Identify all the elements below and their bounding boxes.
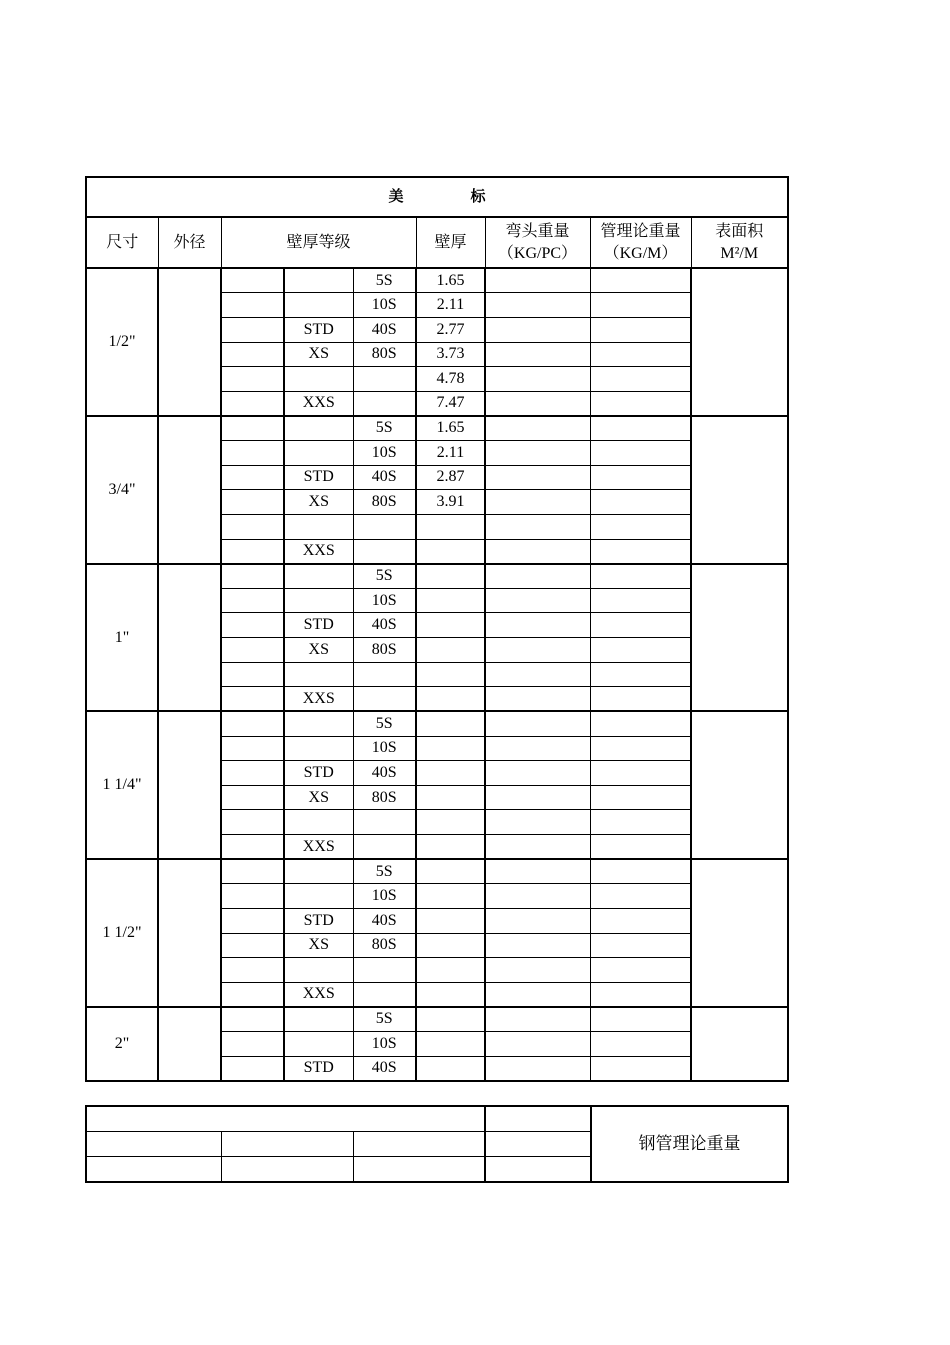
summary-table	[85, 1105, 789, 1183]
pipe-weight-cell	[590, 293, 691, 318]
size-cell: 1/2"	[86, 268, 158, 416]
summary-label: 钢管理论重量	[591, 1106, 788, 1182]
elbow-weight-cell	[485, 268, 590, 293]
od-cell	[158, 859, 221, 1007]
stainless-schedule-cell: 40S	[353, 465, 416, 490]
elbow-weight-cell	[485, 416, 590, 441]
stainless-schedule-cell: 80S	[353, 785, 416, 810]
wall-thickness-cell	[416, 884, 485, 909]
stainless-schedule-cell: 5S	[353, 416, 416, 441]
wall-thickness-cell	[416, 514, 485, 539]
stainless-schedule-cell: 10S	[353, 1032, 416, 1057]
header-elbow-weight-label: 弯头重量	[505, 222, 570, 240]
elbow-weight-cell	[485, 884, 590, 909]
wall-thickness-cell	[416, 711, 485, 736]
schedule-cell	[284, 810, 353, 835]
elbow-weight-cell	[485, 1007, 590, 1032]
pipe-weight-cell	[590, 1056, 691, 1081]
elbow-weight-cell	[485, 982, 590, 1007]
od-cell	[158, 268, 221, 416]
schedule-cell: STD	[284, 1056, 353, 1081]
elbow-weight-cell	[485, 859, 590, 884]
wall-thickness-cell: 1.65	[416, 268, 485, 293]
summary-cell	[353, 1132, 485, 1157]
size-cell: 3/4"	[86, 416, 158, 564]
wall-class-blank-cell	[221, 859, 284, 884]
stainless-schedule-cell	[353, 835, 416, 860]
header-surface-area	[691, 217, 788, 268]
stainless-schedule-cell	[353, 958, 416, 983]
wall-thickness-cell	[416, 1032, 485, 1057]
pipe-weight-cell	[590, 317, 691, 342]
stainless-schedule-cell: 80S	[353, 342, 416, 367]
stainless-schedule-cell: 10S	[353, 884, 416, 909]
stainless-schedule-cell: 80S	[353, 490, 416, 515]
pipe-weight-cell	[590, 711, 691, 736]
wall-class-blank-cell	[221, 564, 284, 589]
summary-cell	[353, 1157, 485, 1183]
schedule-cell	[284, 1007, 353, 1032]
schedule-cell	[284, 958, 353, 983]
table-row	[86, 564, 788, 589]
header-surface-area-unit: M²/M	[720, 244, 759, 262]
schedule-cell: STD	[284, 317, 353, 342]
stainless-schedule-cell: 40S	[353, 1056, 416, 1081]
wall-thickness-cell: 2.11	[416, 441, 485, 466]
stainless-schedule-cell: 5S	[353, 1007, 416, 1032]
schedule-cell	[284, 416, 353, 441]
header-wall-thickness: 壁厚	[416, 217, 485, 268]
schedule-cell	[284, 736, 353, 761]
wall-thickness-cell	[416, 564, 485, 589]
schedule-cell	[284, 293, 353, 318]
stainless-schedule-cell: 40S	[353, 761, 416, 786]
stainless-schedule-cell: 80S	[353, 933, 416, 958]
wall-class-blank-cell	[221, 465, 284, 490]
wall-thickness-cell: 2.87	[416, 465, 485, 490]
pipe-weight-cell	[590, 514, 691, 539]
header-pipe-weight-unit: （KG/M）	[603, 244, 678, 262]
wall-class-blank-cell	[221, 514, 284, 539]
wall-thickness-cell	[416, 662, 485, 687]
wall-thickness-cell	[416, 908, 485, 933]
wall-class-blank-cell	[221, 982, 284, 1007]
pipe-weight-cell	[590, 687, 691, 712]
schedule-cell: XXS	[284, 982, 353, 1007]
surface-area-cell	[691, 859, 788, 1007]
pipe-weight-cell	[590, 564, 691, 589]
pipe-weight-cell	[590, 342, 691, 367]
summary-cell	[485, 1157, 591, 1183]
stainless-schedule-cell: 40S	[353, 317, 416, 342]
schedule-cell	[284, 514, 353, 539]
pipe-weight-cell	[590, 761, 691, 786]
wall-thickness-cell	[416, 1056, 485, 1081]
elbow-weight-cell	[485, 613, 590, 638]
elbow-weight-cell	[485, 908, 590, 933]
title-right: 标	[470, 189, 486, 206]
elbow-weight-cell	[485, 539, 590, 564]
wall-thickness-cell: 3.73	[416, 342, 485, 367]
stainless-schedule-cell	[353, 662, 416, 687]
wall-class-blank-cell	[221, 711, 284, 736]
pipe-weight-cell	[590, 490, 691, 515]
wall-class-blank-cell	[221, 416, 284, 441]
wall-thickness-cell	[416, 859, 485, 884]
elbow-weight-cell	[485, 441, 590, 466]
wall-thickness-cell	[416, 785, 485, 810]
schedule-cell: STD	[284, 761, 353, 786]
pipe-weight-cell	[590, 859, 691, 884]
schedule-cell: STD	[284, 465, 353, 490]
wall-class-blank-cell	[221, 1056, 284, 1081]
wall-thickness-cell: 3.91	[416, 490, 485, 515]
elbow-weight-cell	[485, 761, 590, 786]
wall-thickness-cell	[416, 1007, 485, 1032]
elbow-weight-cell	[485, 810, 590, 835]
wall-class-blank-cell	[221, 1007, 284, 1032]
pipe-weight-cell	[590, 613, 691, 638]
pipe-weight-cell	[590, 268, 691, 293]
schedule-cell	[284, 884, 353, 909]
pipe-weight-cell	[590, 908, 691, 933]
schedule-cell: XXS	[284, 391, 353, 416]
table-row	[86, 416, 788, 441]
wall-thickness-cell	[416, 958, 485, 983]
schedule-cell	[284, 1032, 353, 1057]
elbow-weight-cell	[485, 490, 590, 515]
wall-class-blank-cell	[221, 835, 284, 860]
title-left: 美	[388, 189, 404, 206]
table-row	[86, 711, 788, 736]
pipe-weight-cell	[590, 736, 691, 761]
elbow-weight-cell	[485, 564, 590, 589]
stainless-schedule-cell: 10S	[353, 293, 416, 318]
summary-cell	[485, 1106, 591, 1132]
wall-thickness-cell: 7.47	[416, 391, 485, 416]
wall-thickness-cell: 4.78	[416, 367, 485, 392]
wall-class-blank-cell	[221, 293, 284, 318]
pipe-weight-cell	[590, 835, 691, 860]
wall-class-blank-cell	[221, 490, 284, 515]
wall-class-blank-cell	[221, 933, 284, 958]
elbow-weight-cell	[485, 367, 590, 392]
table-row	[86, 859, 788, 884]
wall-thickness-cell	[416, 613, 485, 638]
wall-class-blank-cell	[221, 342, 284, 367]
pipe-weight-cell	[590, 367, 691, 392]
schedule-cell: STD	[284, 908, 353, 933]
summary-cell	[86, 1157, 221, 1183]
header-wall-class: 壁厚等级	[221, 217, 416, 268]
schedule-cell: XS	[284, 638, 353, 663]
schedule-cell: XXS	[284, 687, 353, 712]
stainless-schedule-cell: 5S	[353, 268, 416, 293]
summary-cell	[485, 1132, 591, 1157]
wall-class-blank-cell	[221, 391, 284, 416]
pipe-weight-cell	[590, 933, 691, 958]
stainless-schedule-cell: 5S	[353, 711, 416, 736]
schedule-cell	[284, 859, 353, 884]
od-cell	[158, 416, 221, 564]
pipe-weight-cell	[590, 785, 691, 810]
elbow-weight-cell	[485, 391, 590, 416]
wall-class-blank-cell	[221, 367, 284, 392]
elbow-weight-cell	[485, 514, 590, 539]
schedule-cell: XXS	[284, 835, 353, 860]
surface-area-cell	[691, 564, 788, 712]
wall-class-blank-cell	[221, 785, 284, 810]
stainless-schedule-cell: 40S	[353, 613, 416, 638]
od-cell	[158, 564, 221, 712]
table-row	[86, 268, 788, 293]
header-elbow-weight	[485, 217, 590, 268]
elbow-weight-cell	[485, 342, 590, 367]
wall-class-blank-cell	[221, 317, 284, 342]
header-pipe-weight	[590, 217, 691, 268]
elbow-weight-cell	[485, 835, 590, 860]
wall-thickness-cell	[416, 835, 485, 860]
stainless-schedule-cell	[353, 391, 416, 416]
pipe-weight-cell	[590, 539, 691, 564]
header-od: 外径	[158, 217, 221, 268]
wall-thickness-cell: 2.77	[416, 317, 485, 342]
schedule-cell: STD	[284, 613, 353, 638]
stainless-schedule-cell: 5S	[353, 859, 416, 884]
wall-class-blank-cell	[221, 908, 284, 933]
wall-thickness-cell	[416, 933, 485, 958]
stainless-schedule-cell: 10S	[353, 736, 416, 761]
schedule-cell: XS	[284, 342, 353, 367]
stainless-schedule-cell	[353, 810, 416, 835]
header-elbow-weight-unit: （KG/PC）	[497, 244, 578, 262]
stainless-schedule-cell	[353, 982, 416, 1007]
surface-area-cell	[691, 268, 788, 416]
elbow-weight-cell	[485, 1056, 590, 1081]
wall-thickness-cell: 1.65	[416, 416, 485, 441]
surface-area-cell	[691, 711, 788, 859]
wall-class-blank-cell	[221, 958, 284, 983]
wall-thickness-cell	[416, 761, 485, 786]
pipe-weight-cell	[590, 884, 691, 909]
size-cell: 1"	[86, 564, 158, 712]
schedule-cell	[284, 367, 353, 392]
stainless-schedule-cell: 5S	[353, 564, 416, 589]
pipe-weight-cell	[590, 441, 691, 466]
stainless-schedule-cell: 10S	[353, 588, 416, 613]
elbow-weight-cell	[485, 588, 590, 613]
pipe-weight-cell	[590, 588, 691, 613]
schedule-cell	[284, 268, 353, 293]
wall-thickness-cell	[416, 687, 485, 712]
pipe-weight-cell	[590, 416, 691, 441]
wall-thickness-cell	[416, 638, 485, 663]
surface-area-cell	[691, 416, 788, 564]
elbow-weight-cell	[485, 933, 590, 958]
wall-thickness-cell	[416, 982, 485, 1007]
stainless-schedule-cell: 10S	[353, 441, 416, 466]
wall-class-blank-cell	[221, 441, 284, 466]
elbow-weight-cell	[485, 293, 590, 318]
wall-class-blank-cell	[221, 539, 284, 564]
pipe-weight-cell	[590, 982, 691, 1007]
schedule-cell	[284, 441, 353, 466]
pipe-weight-cell	[590, 638, 691, 663]
surface-area-cell	[691, 1007, 788, 1081]
schedule-cell: XS	[284, 785, 353, 810]
wall-class-blank-cell	[221, 687, 284, 712]
wall-thickness-cell	[416, 539, 485, 564]
elbow-weight-cell	[485, 785, 590, 810]
pipe-weight-cell	[590, 391, 691, 416]
elbow-weight-cell	[485, 662, 590, 687]
od-cell	[158, 1007, 221, 1081]
schedule-cell	[284, 588, 353, 613]
stainless-schedule-cell: 40S	[353, 908, 416, 933]
elbow-weight-cell	[485, 736, 590, 761]
elbow-weight-cell	[485, 687, 590, 712]
stainless-schedule-cell	[353, 514, 416, 539]
header-size: 尺寸	[86, 217, 158, 268]
pipe-weight-cell	[590, 465, 691, 490]
stainless-schedule-cell	[353, 367, 416, 392]
header-pipe-weight-label: 管理论重量	[600, 222, 681, 240]
elbow-weight-cell	[485, 958, 590, 983]
wall-class-blank-cell	[221, 1032, 284, 1057]
schedule-cell	[284, 662, 353, 687]
summary-cell	[86, 1106, 485, 1132]
summary-cell	[221, 1157, 353, 1183]
elbow-weight-cell	[485, 1032, 590, 1057]
wall-thickness-cell	[416, 736, 485, 761]
wall-class-blank-cell	[221, 268, 284, 293]
schedule-cell: XXS	[284, 539, 353, 564]
wall-class-blank-cell	[221, 613, 284, 638]
size-cell: 1 1/4"	[86, 711, 158, 859]
wall-class-blank-cell	[221, 662, 284, 687]
pipe-weight-cell	[590, 662, 691, 687]
od-cell	[158, 711, 221, 859]
schedule-cell: XS	[284, 933, 353, 958]
pipe-weight-cell	[590, 1032, 691, 1057]
pipe-weight-cell	[590, 810, 691, 835]
wall-thickness-cell: 2.11	[416, 293, 485, 318]
schedule-cell	[284, 564, 353, 589]
pipe-weight-cell	[590, 1007, 691, 1032]
table-title	[86, 177, 788, 217]
wall-thickness-cell	[416, 810, 485, 835]
elbow-weight-cell	[485, 711, 590, 736]
pipe-weight-cell	[590, 958, 691, 983]
table-row	[86, 1007, 788, 1032]
size-cell: 1 1/2"	[86, 859, 158, 1007]
size-cell: 2"	[86, 1007, 158, 1081]
elbow-weight-cell	[485, 465, 590, 490]
stainless-schedule-cell	[353, 687, 416, 712]
schedule-cell: XS	[284, 490, 353, 515]
stainless-schedule-cell	[353, 539, 416, 564]
stainless-schedule-cell: 80S	[353, 638, 416, 663]
wall-class-blank-cell	[221, 638, 284, 663]
header-surface-area-label: 表面积	[715, 222, 764, 240]
schedule-cell	[284, 711, 353, 736]
summary-cell	[221, 1132, 353, 1157]
wall-class-blank-cell	[221, 736, 284, 761]
elbow-weight-cell	[485, 638, 590, 663]
summary-cell	[86, 1132, 221, 1157]
wall-class-blank-cell	[221, 884, 284, 909]
elbow-weight-cell	[485, 317, 590, 342]
wall-class-blank-cell	[221, 761, 284, 786]
pipe-spec-table	[85, 176, 789, 1082]
wall-class-blank-cell	[221, 588, 284, 613]
wall-class-blank-cell	[221, 810, 284, 835]
wall-thickness-cell	[416, 588, 485, 613]
